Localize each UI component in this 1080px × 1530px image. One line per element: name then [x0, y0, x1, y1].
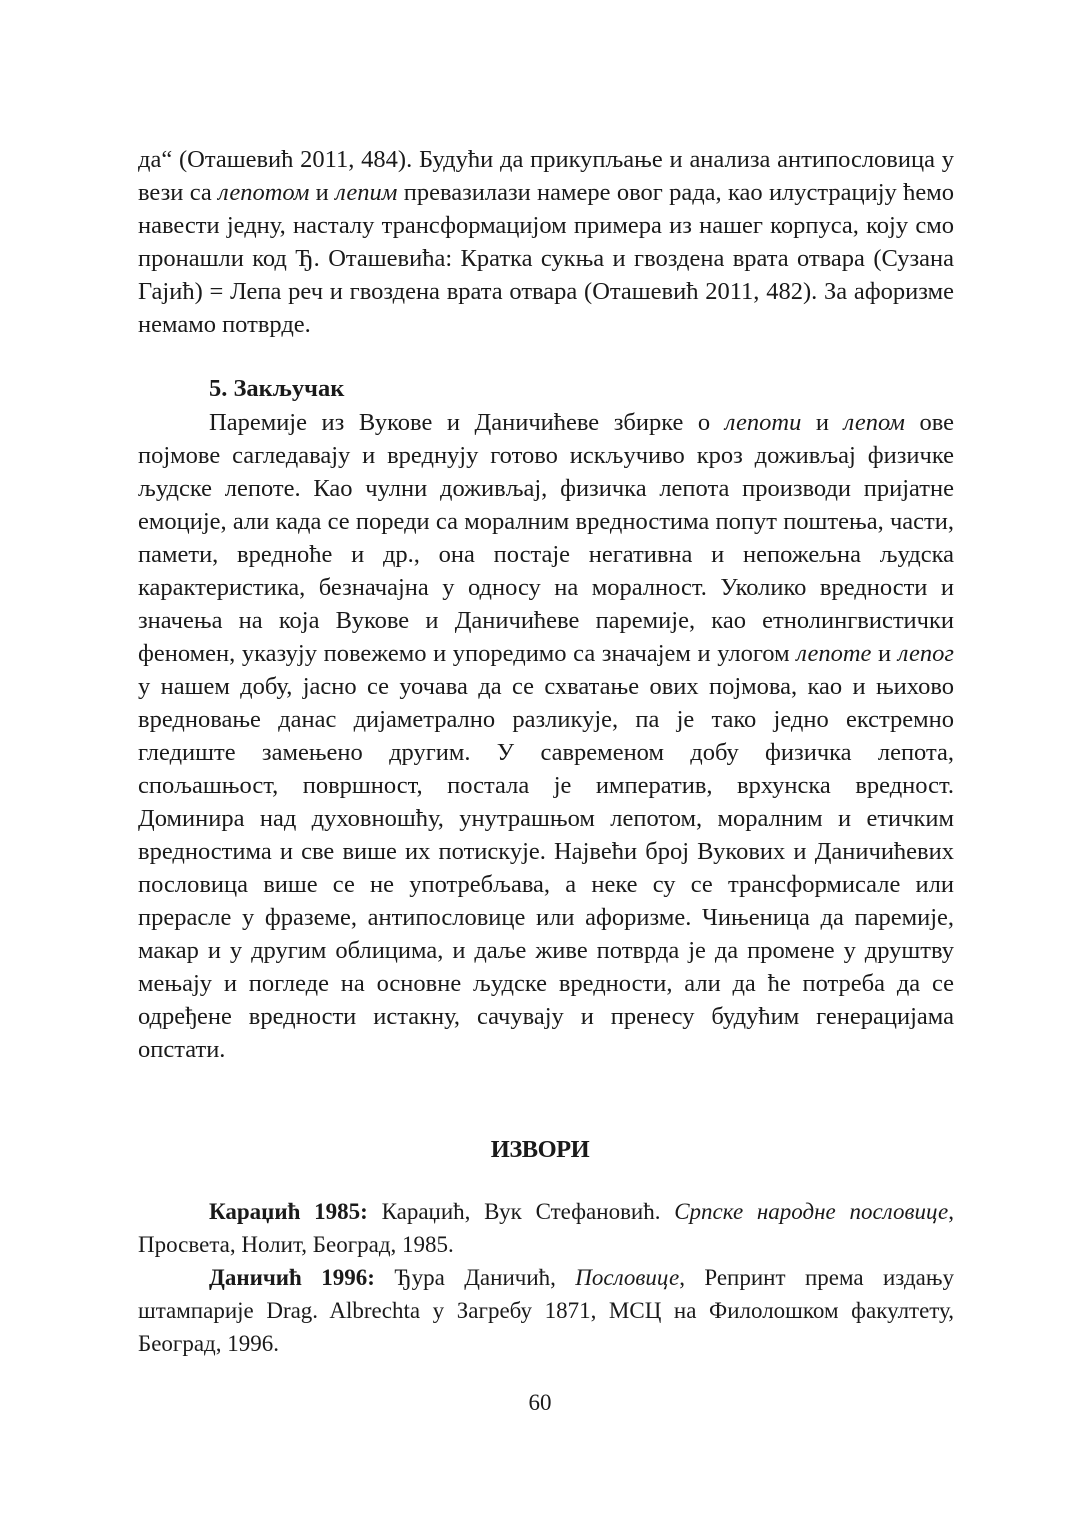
text-run: да“ (Оташевић 2011, 484). Будући да прикупљање и анализа антипословица у вези са	[138, 146, 954, 206]
reference-entry	[138, 1261, 954, 1360]
italic-run: лепотом	[218, 179, 310, 206]
reference-danicic	[138, 1261, 954, 1360]
bold-run: Даничић 1996:	[209, 1265, 375, 1290]
italic-run: лепим	[335, 179, 398, 206]
italic-run: лепог	[897, 640, 954, 667]
text-run: Паремије из Вукове и Даничићеве збирке о	[209, 409, 725, 436]
italic-run: лепоте	[796, 640, 872, 667]
conclusion-section	[138, 406, 954, 1066]
page-number: 60	[528, 1390, 552, 1415]
reference-entry	[138, 1195, 954, 1261]
text-run: превазилази намере овог рада, као илустрацију ћемо навести једну, насталу трансформацијом примера из нашег корпуса, коју смо пронашли код Ђ. Оташевића: Кратка сукња и гвоздена врата отвара (Сузана Гајић) = Лепа реч и гвоздена врата отвара (Оташевић 2011, 482). За афоризме немамо потврде.	[138, 179, 954, 338]
conclusion-paragraph	[138, 406, 954, 1066]
section-heading: 5. Закључак	[209, 375, 345, 402]
text-run: у нашем добу, јасно се уочава да се схватање ових појмова, као и њихово вредновање данас дијаметрално разликује, па је тако једно екстремно гледиште замењено другим. У савременом добу физичка лепота, спољашњост, површност, постала је императив, врхунска вредност. Доминира над духовношћу, унутрашњом лепотом, моралним и етичким вредностима и све више их потискује. Највећи број Вукових и Даничићевих пословица више се не употребљава, а неке су се трансформисале или прерасле у фраземе, антипословице или афоризме. Чињеница да паремије, макар и у другим облицима, и даље живе потврда је да промене у друштву мењају и погледе на основне људске вредности, али да ће потреба да се одређене вредности истакну, сачувају и пренесу будућим генерацијама опстати.	[138, 673, 954, 1063]
reference-karadzic	[138, 1195, 954, 1261]
sources-heading: ИЗВОРИ	[490, 1136, 590, 1163]
text-run: и	[309, 179, 336, 206]
text-run: и	[801, 409, 844, 436]
text-run: и	[871, 640, 898, 667]
bold-run: Караџић 1985:	[209, 1199, 368, 1224]
text-run: , Просвета, Нолит, Београд, 1985.	[138, 1199, 955, 1257]
italic-run: Пословице	[575, 1265, 680, 1290]
text-run: , Репринт према издању штампарије Drag. Albrechta у Загребу 1871, МСЦ на Филолошком факултету, Београд, 1996.	[138, 1265, 954, 1356]
italic-run: лепоти	[724, 409, 802, 436]
intro-paragraph	[138, 143, 954, 341]
text-run: Караџић, Вук Стефановић.	[367, 1199, 675, 1224]
text-run: ове појмове сагледавају и вреднују готово искључиво кроз доживљај физичке људске лепоте. Као чулни доживљај, физичка лепота производи пријатне емоције, али када се пореди са моралним вредностима попут поштења, части, памети, вредноће и др., она постаје негативна и непожељна људска карактеристика, безначајна у односу на моралност. Уколико вредности и значења на која Вукове и Даничићеве паремије, као етнолингвистички феномен, указују повежемо и упоредимо са значајем и улогом	[138, 409, 954, 667]
italic-run: Српске народне пословице	[674, 1199, 949, 1224]
text-run: Ђура Даничић,	[374, 1265, 576, 1290]
italic-run: лепом	[843, 409, 905, 436]
references-list	[138, 1195, 954, 1360]
intro-paragraph-text	[138, 143, 954, 341]
